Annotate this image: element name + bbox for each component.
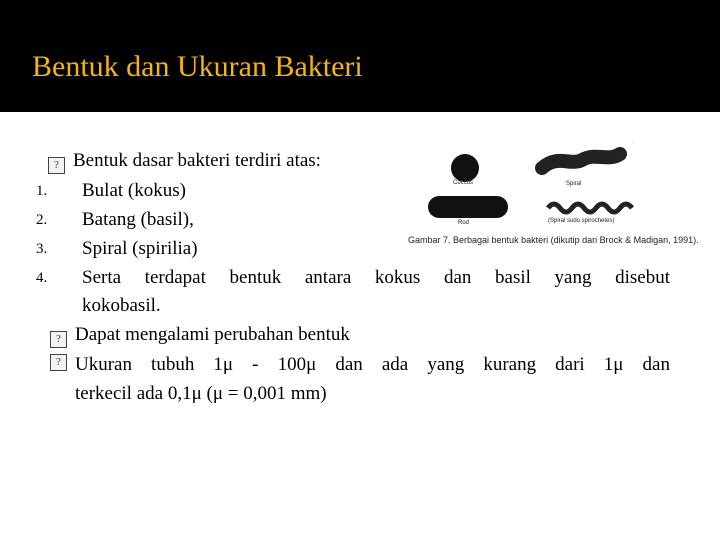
list-item: Spiral (spirilia) (82, 238, 198, 259)
bullet-text-continuation: terkecil ada 0,1μ (μ = 0,001 mm) (75, 383, 327, 404)
item-number: 2. (36, 212, 48, 228)
spiral-label: Spiral (566, 181, 582, 187)
bullet-text: Ukuran tubuh 1μ - 100μ dan ada yang kurang dari 1μ dan (75, 354, 670, 375)
rod-label: Rod (458, 220, 470, 226)
figure-caption: Gambar 7. Berbagai bentuk bakteri (dikutip dari Brock & Madigan, 1991). (408, 235, 699, 245)
list-item: Batang (basil), (82, 209, 194, 230)
list-item: Serta terdapat bentuk antara kokus dan basil yang disebut (82, 267, 670, 288)
bullet-box-icon: ? (50, 331, 67, 348)
bullet-box-icon: ? (50, 354, 67, 371)
list-item-continuation: kokobasil. (82, 295, 161, 316)
bullet-box-icon: ? (48, 157, 65, 174)
bullet-size (50, 354, 670, 376)
list-item: Bulat (kokus) (82, 180, 186, 201)
item-number: 1. (36, 183, 48, 199)
intro-line (48, 150, 321, 174)
intro-text: Bentuk dasar bakteri terdiri atas: (73, 150, 321, 171)
coccus-label: Coccus (453, 180, 474, 186)
coccus-shape (451, 154, 479, 182)
svg-text:·: · (632, 140, 634, 146)
spirochete-shape (548, 204, 632, 212)
bullet-change-shape (50, 324, 350, 348)
rod-shape (428, 196, 508, 218)
bullet-text: Dapat mengalami perubahan bentuk (75, 324, 350, 345)
spiral-shape (542, 154, 620, 168)
item-number: 4. (36, 270, 48, 286)
slide-title: Bentuk dan Ukuran Bakteri (32, 50, 363, 83)
spiral-note-label: (Spiral sudo spirochetes) (548, 218, 615, 224)
item-number: 3. (36, 241, 48, 257)
